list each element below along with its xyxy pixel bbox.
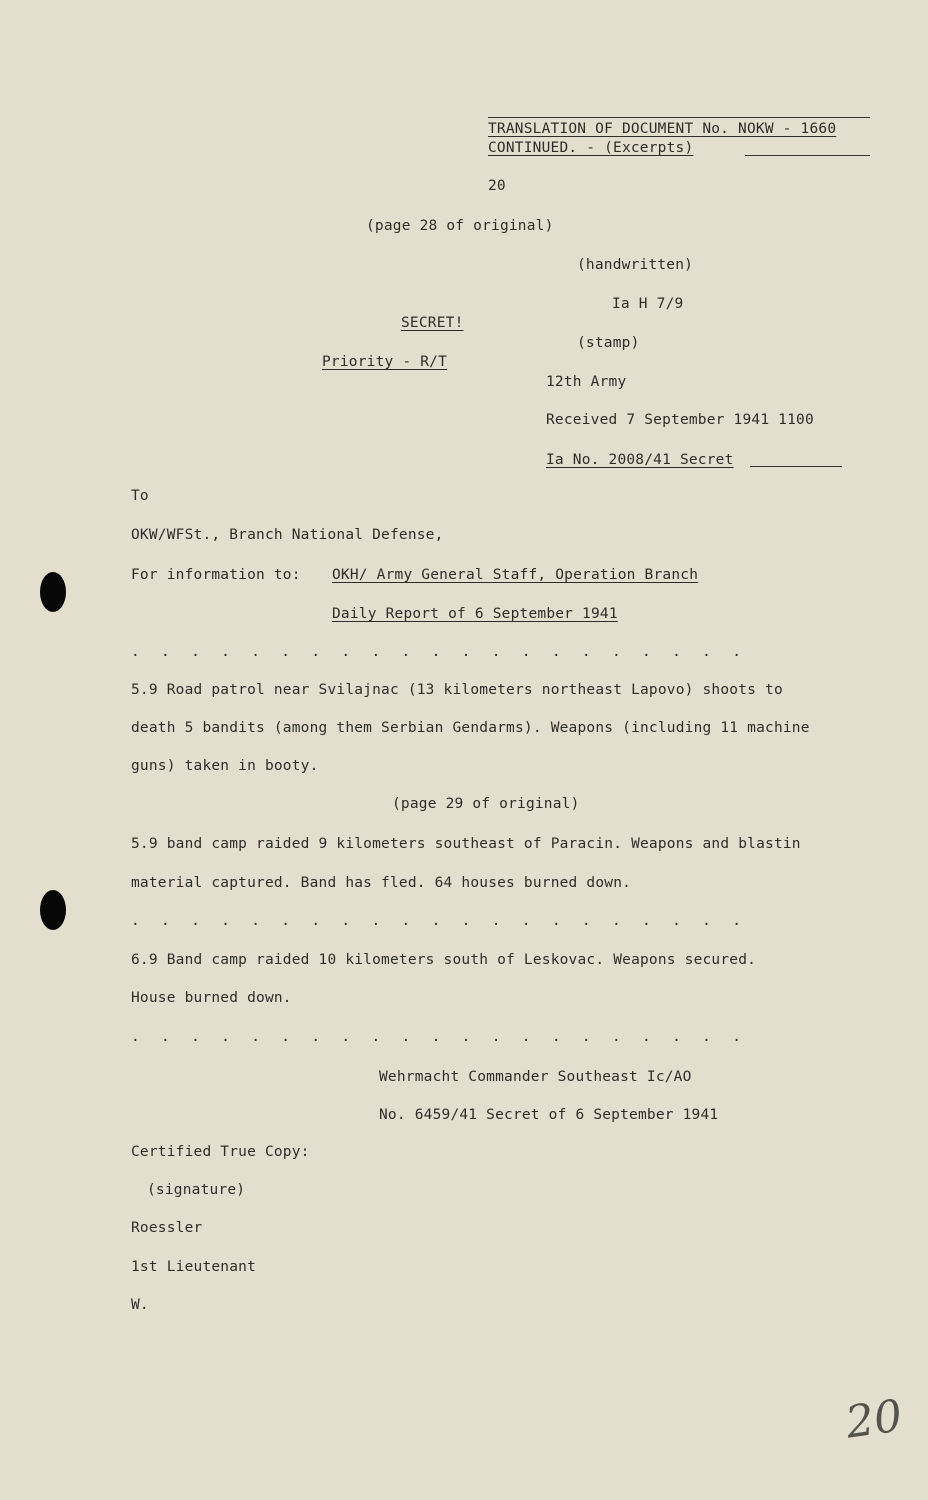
priority-label: Priority - R/T	[322, 354, 448, 370]
signature-label: (signature)	[147, 1182, 246, 1198]
stamp-unit: 12th Army	[546, 374, 627, 390]
handwritten-label: (handwritten)	[577, 257, 694, 273]
to-label: To	[131, 488, 149, 504]
page-reference-29: (page 29 of original)	[392, 796, 580, 812]
stamp-ia-number: Ia No. 2008/41 Secret	[546, 452, 734, 468]
report-title: Daily Report of 6 September 1941	[332, 606, 618, 622]
header-top-rule	[488, 117, 870, 118]
separator-dots-1: . . . . . . . . . . . . . . . . . . . . .	[131, 644, 748, 660]
entry-3-line-1: 6.9 Band camp raided 10 kilometers south of Leskovac. Weapons secured.	[131, 952, 757, 968]
secret-label: SECRET!	[401, 315, 464, 331]
header-bottom-rule	[745, 155, 870, 156]
page-number: 20	[488, 178, 506, 194]
stamp-received: Received 7 September 1941 1100	[546, 412, 814, 428]
punch-hole-top	[40, 572, 66, 612]
entry-1-line-2: death 5 bandits (among them Serbian Gendarms). Weapons (including 11 machine	[131, 720, 810, 736]
recipient: OKW/WFSt., Branch National Defense,	[131, 527, 444, 543]
signer-rank: 1st Lieutenant	[131, 1259, 257, 1275]
separator-dots-2: . . . . . . . . . . . . . . . . . . . . .	[131, 913, 748, 929]
entry-1-line-3: guns) taken in booty.	[131, 758, 319, 774]
info-prefix: For information to:	[131, 567, 301, 583]
certified-label: Certified True Copy:	[131, 1144, 310, 1160]
stamp-rule	[750, 466, 842, 467]
header-title: TRANSLATION OF DOCUMENT No. NOKW - 1660	[488, 121, 837, 137]
handwritten-reference: Ia H 7/9	[612, 296, 684, 312]
entry-1-line-1: 5.9 Road patrol near Svilajnac (13 kilometers northeast Lapovo) shoots to	[131, 682, 783, 698]
separator-dots-3: . . . . . . . . . . . . . . . . . . . . .	[131, 1029, 748, 1045]
entry-2-line-1: 5.9 band camp raided 9 kilometers southeast of Paracin. Weapons and blastin	[131, 836, 801, 852]
entry-2-line-2: material captured. Band has fled. 64 houses burned down.	[131, 875, 632, 891]
typist-initial: W.	[131, 1297, 149, 1313]
sender-line-1: Wehrmacht Commander Southeast Ic/AO	[379, 1069, 692, 1085]
handwritten-page-number: 20	[842, 1390, 906, 1449]
page-reference: (page 28 of original)	[366, 218, 554, 234]
entry-3-line-2: House burned down.	[131, 990, 292, 1006]
signer-name: Roessler	[131, 1220, 203, 1236]
header-continued: CONTINUED. - (Excerpts)	[488, 140, 694, 156]
sender-line-2: No. 6459/41 Secret of 6 September 1941	[379, 1107, 719, 1123]
stamp-label: (stamp)	[577, 335, 640, 351]
info-recipient: OKH/ Army General Staff, Operation Branch	[332, 567, 699, 583]
punch-hole-bottom	[40, 890, 66, 930]
